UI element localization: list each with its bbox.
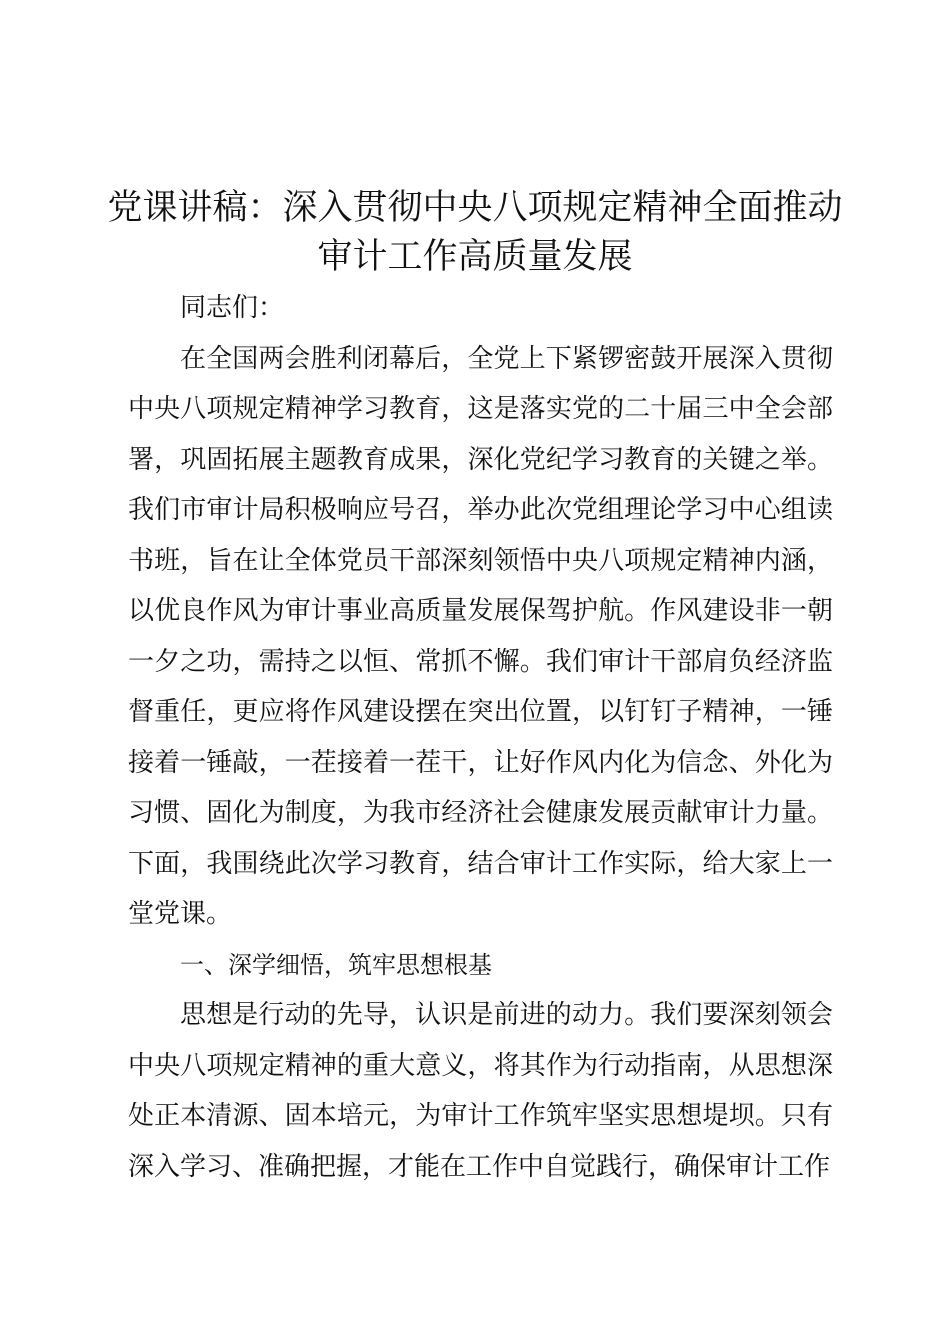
section-heading-1: 一、深学细悟，筑牢思想根基 xyxy=(180,950,492,979)
document-title: 党课讲稿：深入贯彻中央八项规定精神全面推动审计工作高质量发展 xyxy=(107,188,843,277)
paragraph-intro: 在全国两会胜利闭幕后，全党上下紧锣密鼓开展深入贯彻中央八项规定精神学习教育，这是落实党的二十届三中全会部署，巩固拓展主题教育成果，深化党纪学习教育的关键之举。我们市审计局积极响应号召，举办此次党组理论学习中心组读书班，旨在让全体党员干部深刻领悟中央八项规定精神内涵，以优良作风为审计事业高质量发展保驾护航。作风建设非一朝一夕之功，需持之以恒、常抓不懈。我们审计干部肩负经济监督重任，更应将作风建设摆在突出位置，以钉钉子精神，一锤接着一锤敲，一茬接着一茬干，让好作风内化为信念、外化为习惯、固化为制度，为我市经济社会健康发展贡献审计力量。下面，我围绕此次学习教育，结合审计工作实际，给大家上一堂党课。 xyxy=(128,343,833,929)
paragraph-section-1: 思想是行动的先导，认识是前进的动力。我们要深刻领会中央八项规定精神的重大意义，将其作为行动指南，从思想深处正本清源、固本培元，为审计工作筑牢坚实思想堤坝。只有深入学习、准确把握，才能在工作中自觉践行，确保审计工作 xyxy=(128,1000,833,1182)
document-body xyxy=(128,283,833,1192)
salutation: 同志们： xyxy=(180,293,285,323)
